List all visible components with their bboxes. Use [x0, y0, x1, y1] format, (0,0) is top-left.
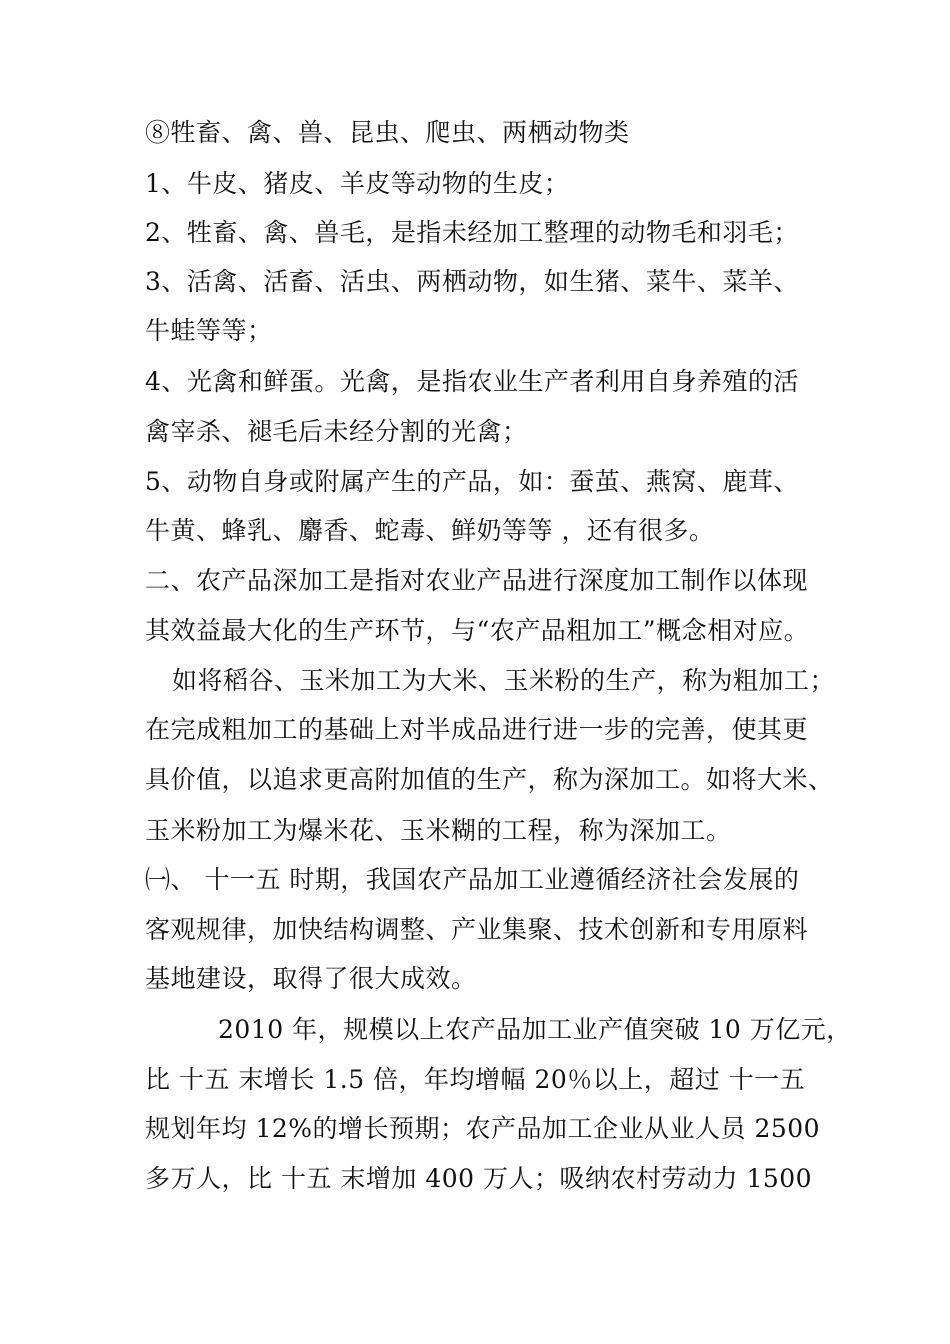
text-line: 玉米粉加工为爆米花、玉米糊的工程，称为深加工。 [145, 816, 732, 845]
text-line: 二、农产品深加工是指对农业产品进行深度加工制作以体现 [145, 566, 809, 595]
text-line: 牛黄、蜂乳、麝香、蛇毒、鲜奶等等 ，还有很多。 [145, 516, 715, 545]
text-line: 禽宰杀、褪毛后未经分割的光禽； [145, 417, 528, 446]
text-line: 牛蛙等等； [145, 316, 273, 345]
text-line: 3、活禽、活畜、活虫、两栖动物，如生猪、菜牛、菜羊、 [145, 267, 799, 296]
text-line: 比 十五 末增长 1.5 倍，年均增幅 20％以上，超过 十一五 [145, 1065, 806, 1094]
text-line: 基地建设，取得了很大成效。 [145, 964, 477, 993]
text-line: 具价值，以追求更高附加值的生产，称为深加工。如将大米、 [145, 765, 834, 794]
text-line: 2010 年，规模以上农产品加工业产值突破 10 万亿元， [218, 1015, 852, 1044]
text-line: 规划年均 12%的增长预期；农产品加工企业从业人员 2500 [145, 1114, 821, 1143]
text-line: ㈠、 十一五 时期，我国农产品加工业遵循经济社会发展的 [145, 865, 800, 894]
text-line: 客观规律，加快结构调整、产业集聚、技术创新和专用原料 [145, 915, 809, 944]
text-line: 5、动物自身或附属产生的产品，如：蚕茧、燕窝、鹿茸、 [145, 467, 799, 496]
text-line: 4、光禽和鲜蛋。光禽，是指农业生产者利用自身养殖的活 [145, 367, 799, 396]
text-line: 1、牛皮、猪皮、羊皮等动物的生皮； [145, 169, 570, 198]
text-line: 如将稻谷、玉米加工为大米、玉米粉的生产，称为粗加工； [172, 666, 836, 695]
text-line: 2、牲畜、禽、兽毛，是指未经加工整理的动物毛和羽毛； [145, 218, 799, 247]
text-line: 其效益最大化的生产环节，与“农产品粗加工”概念相对应。 [145, 616, 810, 645]
text-line: 多万人，比 十五 末增加 400 万人；吸纳农村劳动力 1500 [145, 1164, 813, 1193]
text-line: ⑧牲畜、禽、兽、昆虫、爬虫、两栖动物类 [145, 118, 630, 147]
text-line: 在完成粗加工的基础上对半成品进行进一步的完善，使其更 [145, 715, 809, 744]
